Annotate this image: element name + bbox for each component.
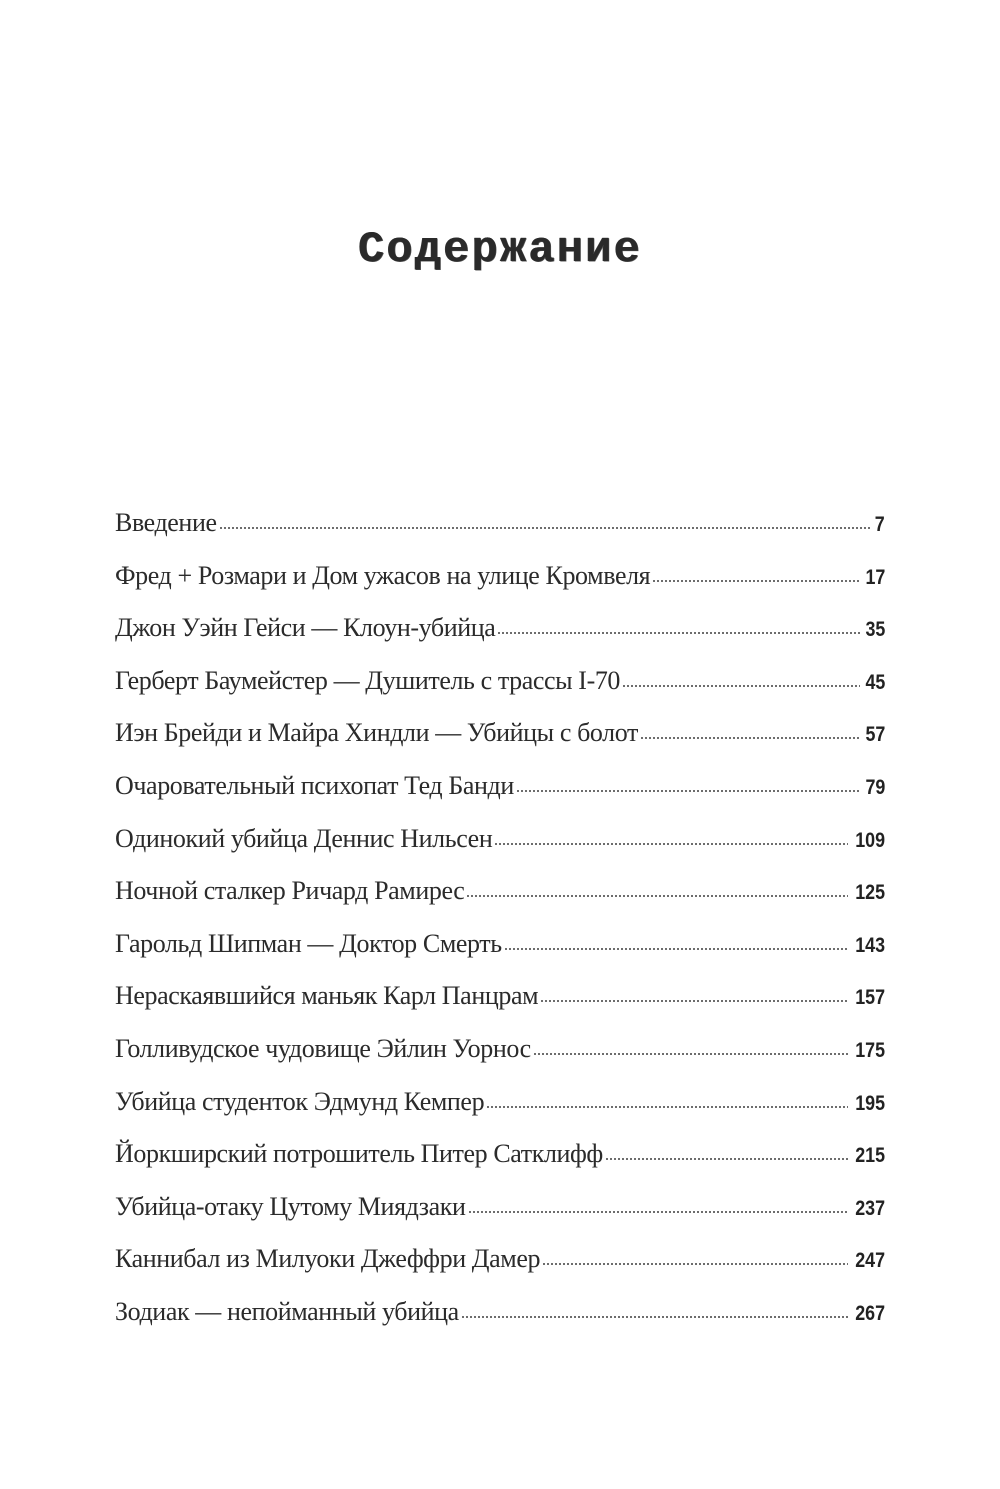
toc-entry[interactable] <box>115 508 885 561</box>
dot-leader <box>504 948 848 950</box>
toc-entry-title: Очаровательный психопат Тед Банди <box>115 770 514 800</box>
toc-entry-page: 7 <box>875 513 885 536</box>
toc-entry-title: Нераскаявшийся маньяк Карл Панцрам <box>115 981 539 1011</box>
toc-entry[interactable] <box>115 1244 885 1297</box>
toc-entry[interactable] <box>115 718 885 771</box>
toc-entry[interactable] <box>115 876 885 929</box>
dot-leader <box>468 1211 848 1213</box>
dot-leader <box>497 632 859 634</box>
toc-entry[interactable] <box>115 1192 885 1245</box>
toc-entry-title: Зодиак — непойманный убийца <box>115 1296 459 1326</box>
toc-entry-page: 157 <box>855 986 885 1010</box>
toc-entry[interactable] <box>115 929 885 982</box>
table-of-contents <box>115 508 885 1350</box>
toc-entry-title: Йоркширский потрошитель Питер Сатклифф <box>115 1139 603 1169</box>
dot-leader <box>466 895 848 897</box>
dot-leader <box>516 790 860 792</box>
toc-entry[interactable] <box>115 1139 885 1192</box>
toc-entry-page: 175 <box>855 1038 885 1062</box>
toc-entry-page: 57 <box>865 723 885 747</box>
dot-leader <box>486 1106 848 1108</box>
toc-entry[interactable] <box>115 1034 885 1087</box>
dot-leader <box>605 1158 848 1160</box>
toc-entry[interactable] <box>115 561 885 614</box>
dot-leader <box>542 1263 848 1265</box>
dot-leader <box>494 843 848 845</box>
toc-entry-title: Гарольд Шипман — Доктор Смерть <box>115 928 502 958</box>
dot-leader <box>652 580 859 582</box>
toc-entry-page: 125 <box>855 881 885 905</box>
toc-entry-page: 143 <box>855 933 885 957</box>
toc-entry-page: 79 <box>865 775 885 799</box>
toc-entry-page: 109 <box>855 828 885 852</box>
toc-entry-title: Убийца-отаку Цутому Миядзаки <box>115 1191 466 1221</box>
toc-entry[interactable] <box>115 771 885 824</box>
toc-entry-page: 35 <box>865 618 885 642</box>
toc-entry-title: Одинокий убийца Деннис Нильсен <box>115 823 493 853</box>
dot-leader <box>219 527 872 529</box>
toc-entry-title: Джон Уэйн Гейси — Клоун-убийца <box>115 613 496 643</box>
toc-entry-title: Фред + Розмари и Дом ужасов на улице Кромвеля <box>115 560 651 590</box>
toc-entry-title: Герберт Баумейстер — Душитель с трассы I-70 <box>115 665 621 695</box>
dot-leader <box>640 737 860 739</box>
toc-entry-title: Иэн Брейди и Майра Хиндли — Убийцы с болот <box>115 718 638 748</box>
toc-entry-page: 267 <box>855 1301 885 1325</box>
toc-entry[interactable] <box>115 1297 885 1350</box>
toc-entry-page: 237 <box>855 1196 885 1220</box>
toc-entry-title: Каннибал из Милуоки Джеффри Дамер <box>115 1244 541 1274</box>
toc-entry-title: Введение <box>115 508 217 537</box>
toc-entry-page: 247 <box>855 1249 885 1273</box>
toc-entry[interactable] <box>115 613 885 666</box>
toc-entry-page: 215 <box>855 1144 885 1168</box>
page-title: Содержание <box>357 225 643 276</box>
toc-entry[interactable] <box>115 824 885 877</box>
dot-leader <box>533 1053 848 1055</box>
toc-entry-title: Убийца студенток Эдмунд Кемпер <box>115 1086 485 1116</box>
toc-entry[interactable] <box>115 981 885 1034</box>
toc-entry[interactable] <box>115 666 885 719</box>
toc-entry-title: Ночной сталкер Ричард Рамирес <box>115 876 465 906</box>
toc-entry-title: Голливудское чудовище Эйлин Уорнос <box>115 1033 531 1063</box>
toc-entry-page: 195 <box>855 1091 885 1115</box>
toc-entry[interactable] <box>115 1087 885 1140</box>
toc-entry-page: 17 <box>865 565 885 589</box>
dot-leader <box>622 685 860 687</box>
toc-entry-page: 45 <box>865 670 885 694</box>
dot-leader <box>461 1316 848 1318</box>
dot-leader <box>540 1000 848 1002</box>
